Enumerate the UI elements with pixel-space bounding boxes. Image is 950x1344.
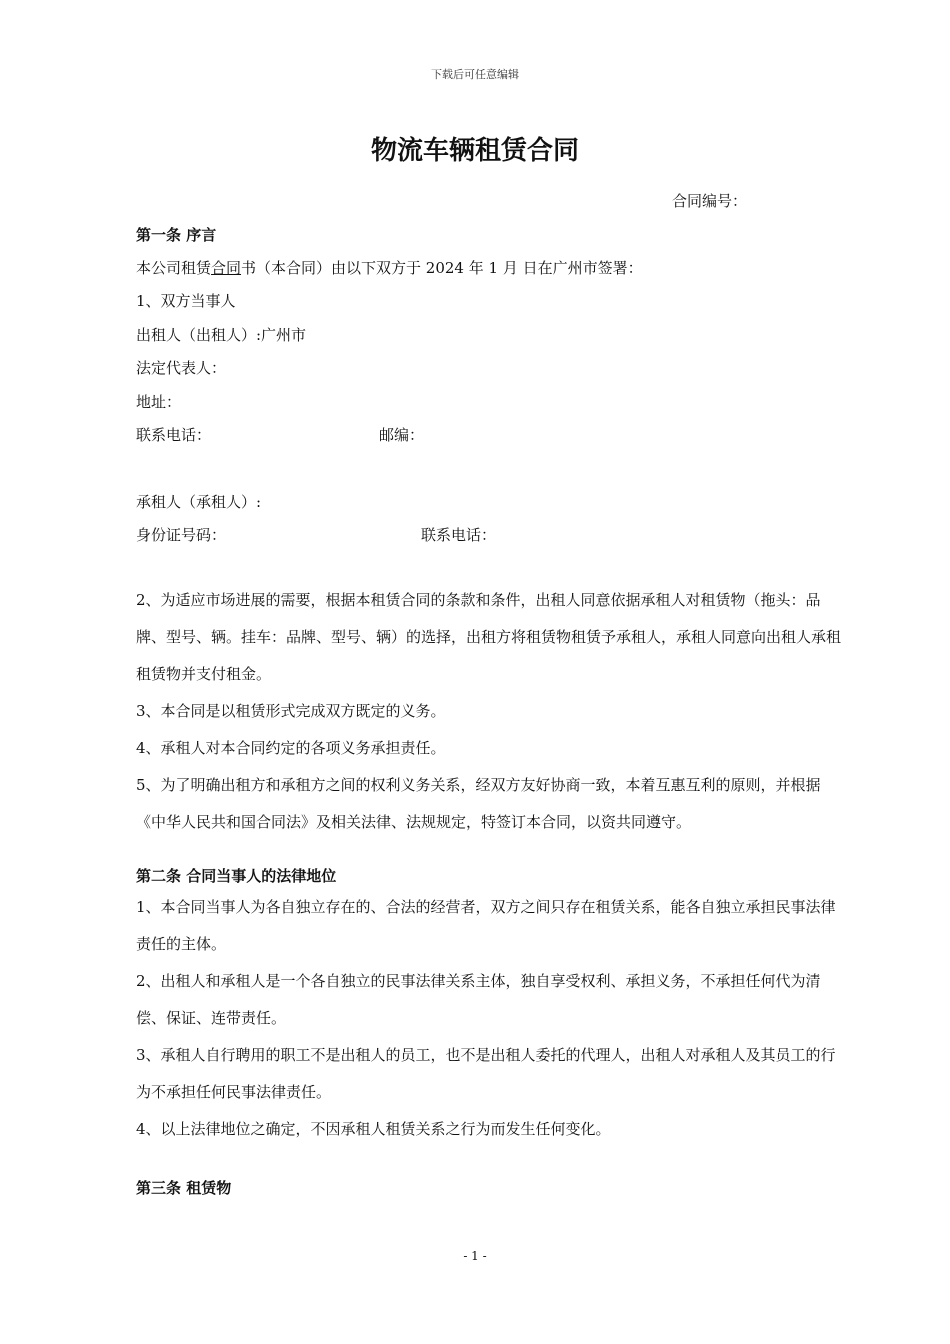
intro-text-a: 本公司租赁 — [136, 259, 212, 277]
article-1-item-4: 4、承租人对本合同约定的各项义务承担责任。 — [136, 739, 446, 757]
lessee-field: 承租人（承租人）: — [136, 493, 262, 511]
article-1-item-3: 3、本合同是以租赁形式完成双方既定的义务。 — [136, 702, 446, 720]
article-1-item-5: 5、为了明确出租方和承租方之间的权利义务关系，经双方友好协商一致，本着互惠互利的原则，并根据《中华人民共和国合同法》及相关法律、法规规定，特签订本合同，以资共同遵守。 — [136, 776, 821, 831]
postcode-field: 邮编： — [379, 426, 425, 444]
address-field: 地址： — [136, 393, 182, 411]
phone-field: 联系电话： — [136, 426, 212, 444]
intro-text-b: 书（本合同）由以下双方于 2024 年 1 月 日在广州市签署： — [241, 259, 643, 277]
parties-title: 1、双方当事人 — [136, 292, 236, 310]
legal-rep-field: 法定代表人： — [136, 359, 227, 377]
contract-number-label: 合同编号： — [672, 192, 748, 210]
article-2-item-4: 4、以上法律地位之确定，不因承租人租赁关系之行为而发生任何变化。 — [136, 1120, 611, 1138]
article-2-item-1: 1、本合同当事人为各自独立存在的、合法的经营者，双方之间只存在租赁关系，能各自独立承担民事法律责任的主体。 — [136, 898, 836, 953]
article-1-items — [136, 582, 848, 841]
article-2-item-3: 3、承租人自行聘用的职工不是出租人的员工，也不是出租人委托的代理人，出租人对承租人及其员工的行为不承担任何民事法律责任。 — [136, 1046, 836, 1101]
article-2-item-2: 2、出租人和承租人是一个各自独立的民事法律关系主体，独自享受权利、承担义务，不承担任何代为清偿、保证、连带责任。 — [136, 972, 821, 1027]
article-1-item-2: 2、为适应市场进展的需要，根据本租赁合同的条款和条件，出租人同意依据承租人对租赁物（拖头：品牌、型号、辆。挂车：品牌、型号、辆）的选择，出租方将租赁物租赁予承租人，承租人同意向出租人承租租赁物并支付租金。 — [136, 591, 842, 683]
id-number-field: 身份证号码： — [136, 526, 227, 544]
article-2-heading: 第二条 合同当事人的法律地位 — [136, 867, 337, 885]
lessor-field: 出租人（出租人）:广州市 — [136, 326, 307, 344]
header-note: 下载后可任意编辑 — [431, 68, 519, 81]
article-1-intro — [136, 257, 643, 278]
article-2-items — [136, 889, 848, 1148]
page-number: - 1 - — [463, 1249, 487, 1263]
article-1-heading: 第一条 序言 — [136, 226, 217, 244]
lessee-phone-field: 联系电话： — [421, 526, 497, 544]
document-title: 物流车辆租赁合同 — [370, 136, 579, 166]
intro-text-underlined: 合同 — [211, 259, 242, 277]
article-3-heading: 第三条 租赁物 — [136, 1179, 232, 1197]
